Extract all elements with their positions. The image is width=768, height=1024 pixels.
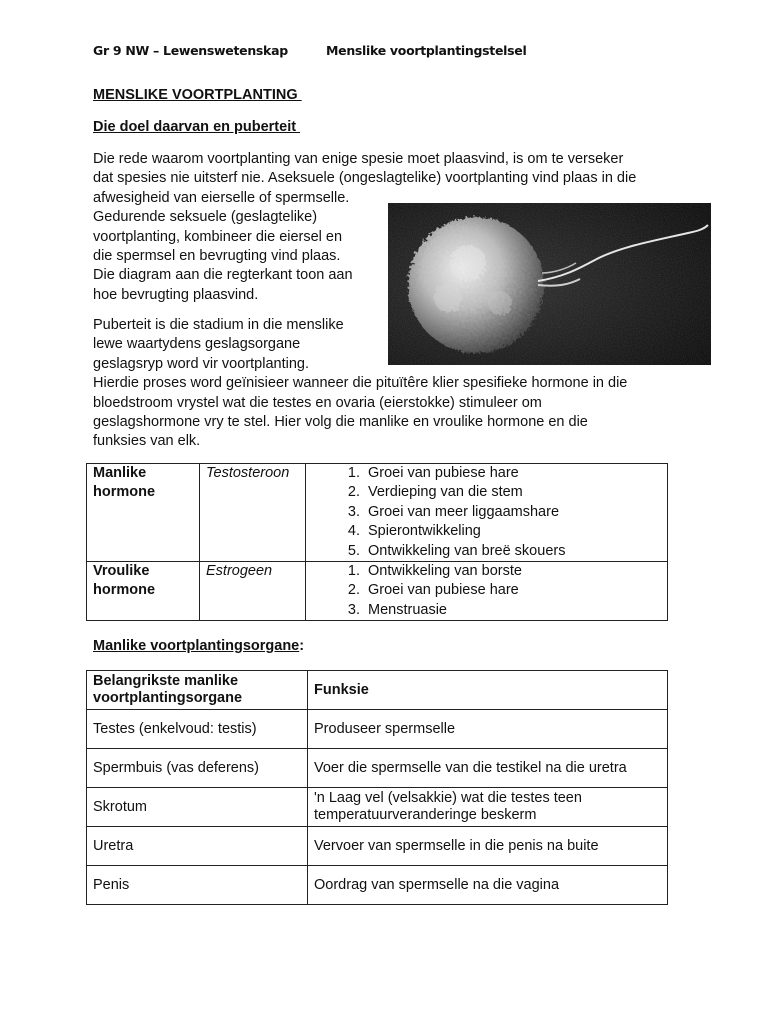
paragraph-line: afwesigheid van eierselle of spermselle. (93, 189, 350, 206)
paragraph-line: lewe waartydens geslagsorgane (93, 336, 301, 353)
paragraph-line: Puberteit is die stadium in die menslike (93, 317, 344, 333)
paragraph-line: funksies van elk. (93, 433, 201, 450)
document-title: MENSLIKE VOORTPLANTING (93, 87, 302, 103)
organ-cell: Skrotum (87, 788, 308, 827)
organ-cell: Penis (87, 866, 308, 905)
paragraph-line: geslagshormone vry te stel. Hier volg die manlike en vroulike hormone en die (93, 414, 588, 431)
organs-heading-colon: : (299, 638, 305, 654)
table-row (87, 562, 668, 621)
header-subject: Gr 9 NW – Lewenswetenskap (93, 43, 288, 58)
list-item: 3. Groei van meer liggaamshare (364, 503, 661, 522)
function-cell: Produseer spermselle (308, 710, 668, 749)
function-line: temperatuurveranderinge beskerm (314, 807, 537, 823)
list-item: 1. Groei van pubiese hare (364, 464, 661, 483)
list-item: 3. Menstruasie (364, 601, 661, 620)
hormone-group-label: Manlike (93, 465, 147, 481)
hormone-group-cell (87, 562, 200, 621)
function-cell (308, 788, 668, 827)
hormone-group-label: Vroulike (93, 563, 150, 580)
organ-cell: Testes (enkelvoud: testis) (87, 710, 308, 749)
hormone-name: Testosteroon (200, 464, 306, 562)
hormone-functions-list (312, 562, 661, 620)
paragraph-line: die spermsel en bevrugting vind plaas. (93, 248, 341, 265)
paragraph-line: hoe bevrugting plaasvind. (93, 286, 259, 303)
list-item: 2. Groei van pubiese hare (364, 581, 661, 600)
paragraph-line: bloedstroom vrystel wat die testes en ovaria (eierstokke) stimuleer om (93, 394, 542, 411)
organ-cell: Spermbuis (vas deferens) (87, 749, 308, 788)
paragraph-line: dat spesies nie uitsterf nie. Aseksuele (ongeslagtelike) voortplanting vind plaas in die (93, 170, 637, 187)
list-item: 4. Spierontwikkeling (364, 522, 661, 541)
column-header-function: Funksie (308, 671, 668, 710)
list-item: 2. Verdieping van die stem (364, 483, 661, 502)
paragraph-line: Gedurende seksuele (geslagtelike) (93, 209, 318, 226)
table-row (87, 710, 668, 749)
paragraph-line: Die rede waarom voortplanting van enige spesie moet plaasvind, is om te verseker (93, 151, 624, 167)
hormone-group-cell (87, 464, 200, 562)
organs-table (86, 670, 668, 905)
column-header-line: voortplantingsorgane (93, 690, 243, 706)
list-item: 1. Ontwikkeling van borste (364, 562, 661, 581)
function-cell: Vervoer van spermselle in die penis na buite (308, 827, 668, 866)
table-row (87, 827, 668, 866)
column-header-organs (87, 671, 308, 710)
paragraph-line: geslagsryp word vir voortplanting. (93, 355, 309, 372)
hormone-functions-cell (306, 464, 668, 562)
list-item: 5. Ontwikkeling van breë skouers (364, 542, 661, 561)
paragraph-line: voortplanting, kombineer die eiersel en (93, 228, 343, 245)
function-line: 'n Laag vel (velsakkie) wat die testes teen (314, 790, 582, 806)
function-cell: Oordrag van spermselle na die vagina (308, 866, 668, 905)
section-subtitle: Die doel daarvan en puberteit (93, 119, 301, 135)
column-header-line: Belangrikste manlike (93, 673, 239, 689)
organs-heading-text: Manlike voortplantingsorgane (93, 638, 300, 654)
table-row (87, 788, 668, 827)
paragraph-line: Hierdie proses word geïnisieer wanneer die pituïtêre klier spesifieke hormone in die (93, 375, 628, 392)
paragraph-line: Die diagram aan die regterkant toon aan (93, 267, 353, 284)
hormone-group-label: hormone (93, 582, 156, 599)
table-row (87, 749, 668, 788)
table-row (87, 866, 668, 905)
hormones-table (86, 463, 668, 621)
table-header-row (87, 671, 668, 710)
hormone-group-label: hormone (93, 484, 156, 501)
organ-cell: Uretra (87, 827, 308, 866)
hormone-name: Estrogeen (200, 562, 306, 621)
hormone-functions-list (312, 464, 661, 561)
function-cell: Voer die spermselle van die testikel na die uretra (308, 749, 668, 788)
table-row (87, 464, 668, 562)
organs-heading (93, 638, 304, 654)
paragraph-puberty (93, 316, 627, 452)
hormone-functions-cell (306, 562, 668, 621)
header-topic: Menslike voortplantingstelsel (326, 43, 527, 58)
